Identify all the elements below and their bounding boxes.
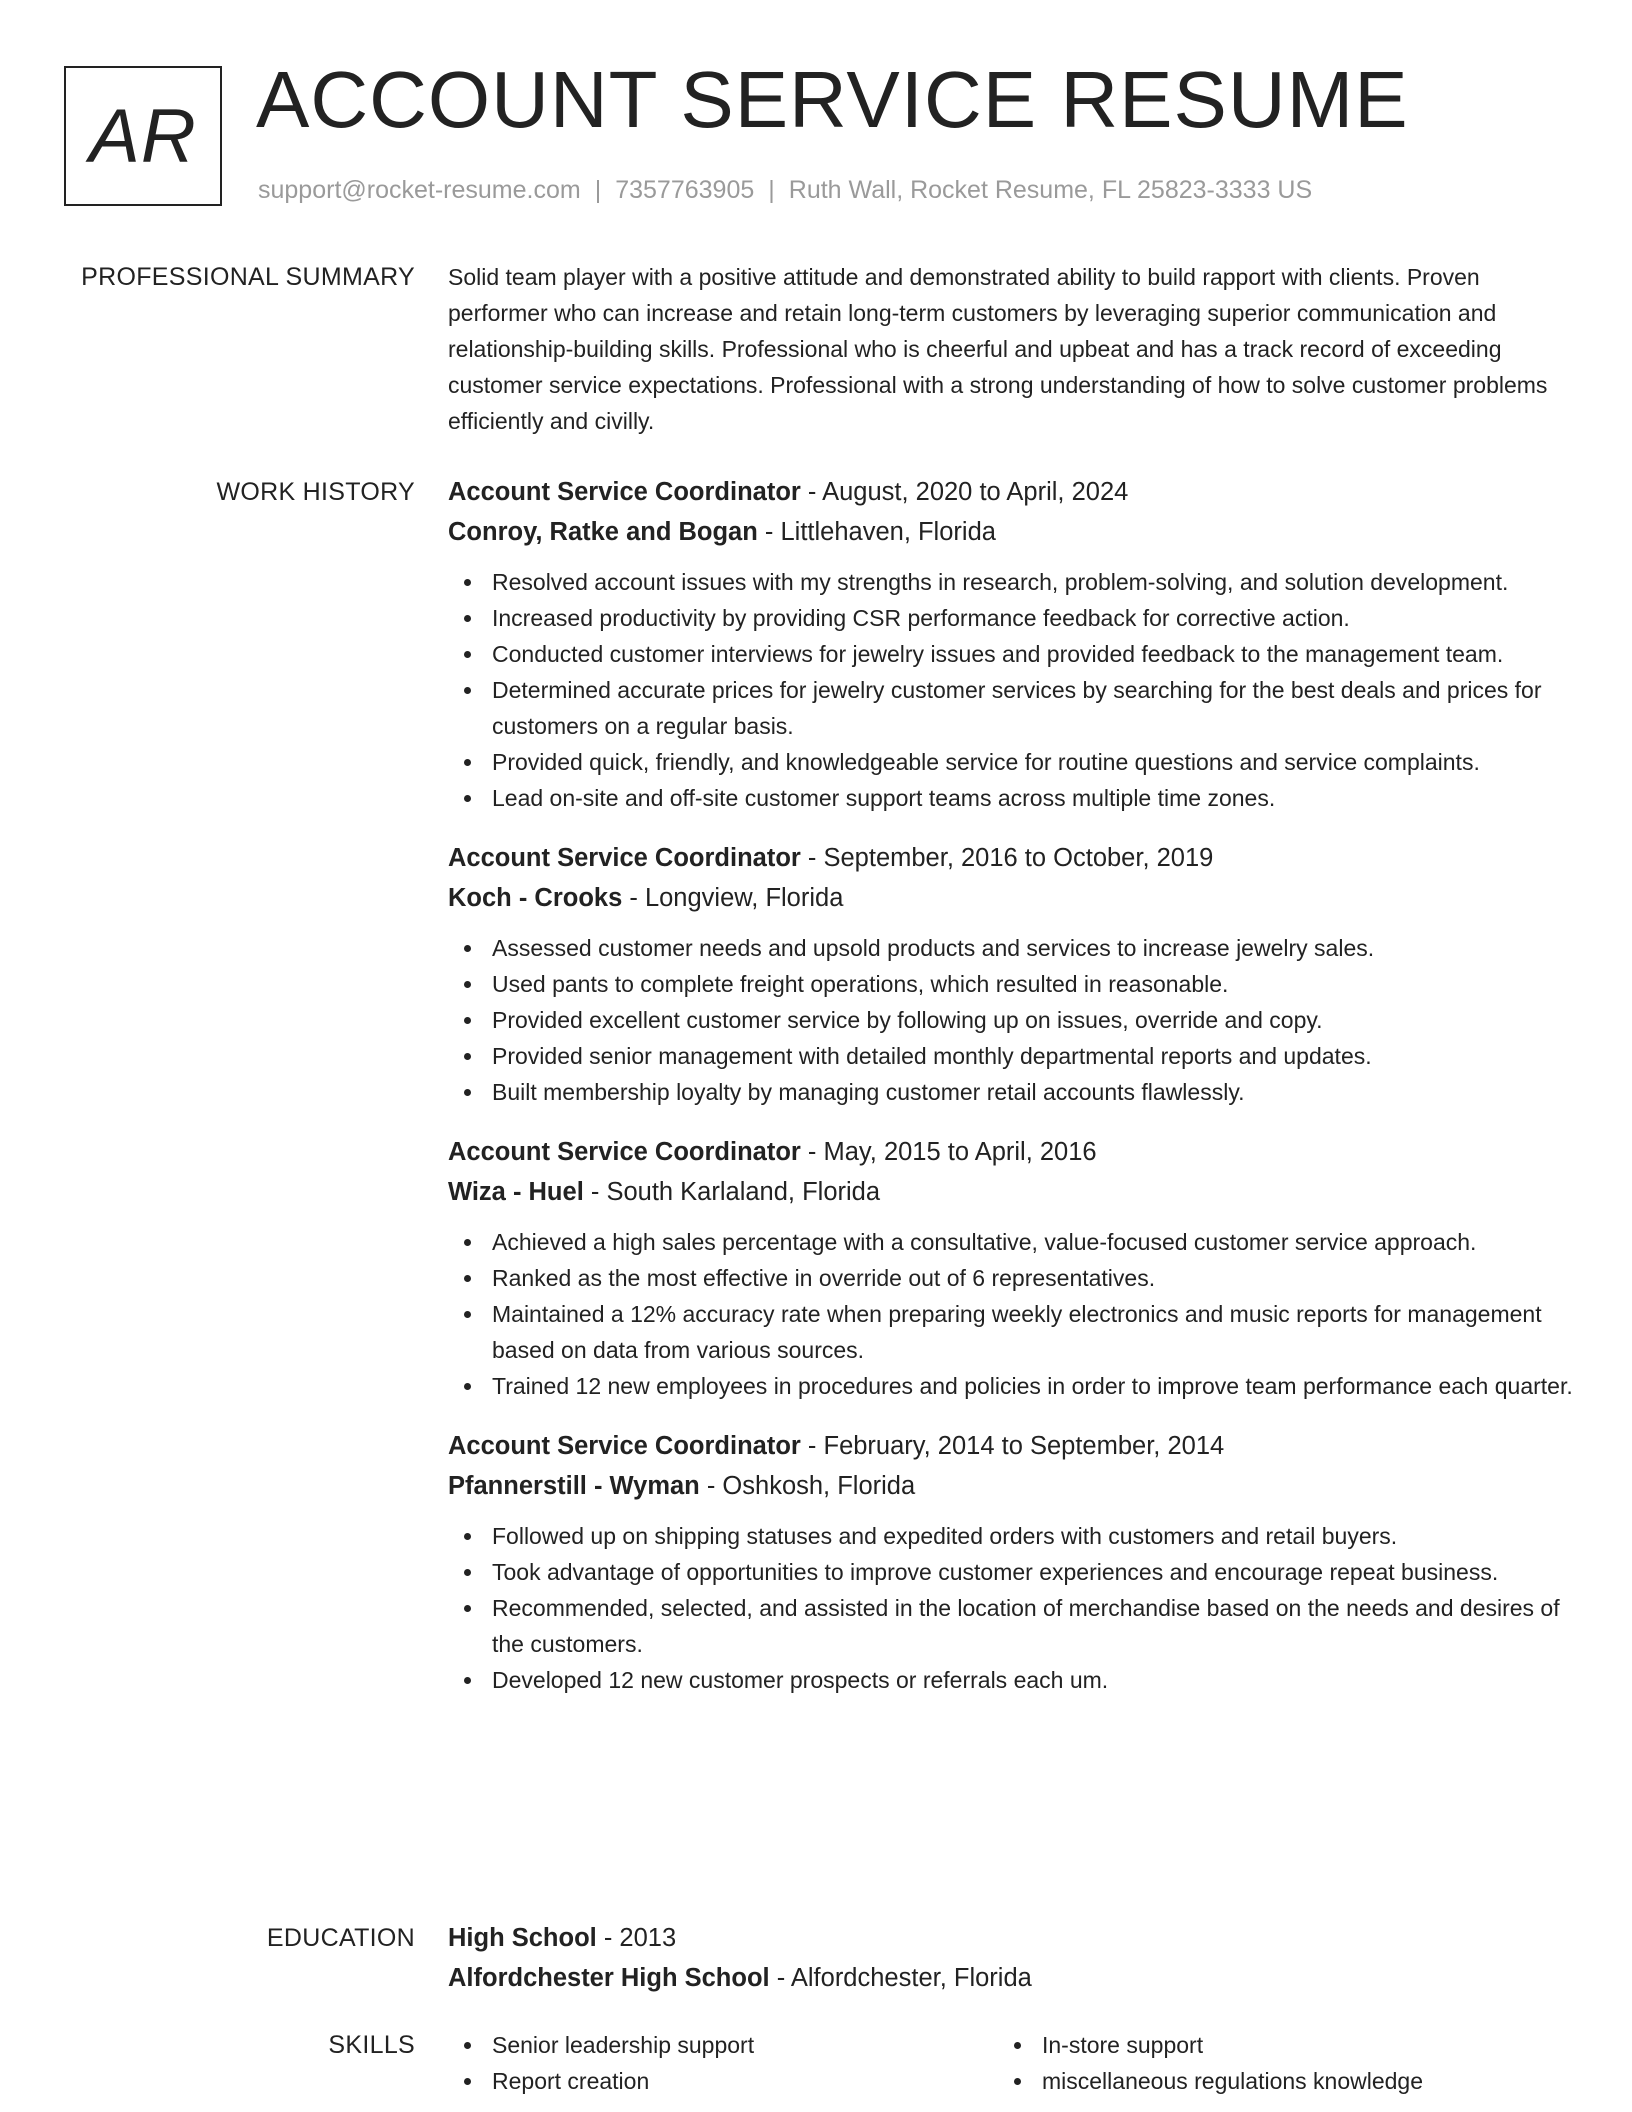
- job-bullet-text: Took advantage of opportunities to improve customer experiences and encourage repeat business.: [492, 1559, 1499, 1585]
- bullet-icon: [464, 615, 471, 622]
- job-company: Koch - Crooks: [448, 884, 623, 912]
- job-entry: [448, 838, 1573, 1110]
- job-title-line: [448, 838, 1573, 878]
- bullet-icon: [464, 981, 471, 988]
- bullet-icon: [464, 1275, 471, 1282]
- section-heading-skills: SKILLS: [328, 2031, 415, 2059]
- job-bullet-item: [448, 636, 1573, 672]
- skills-column-right: [998, 2027, 1548, 2099]
- skill-text: Senior leadership support: [492, 2032, 755, 2058]
- contact-separator: |: [594, 176, 602, 204]
- education-degree: High School: [448, 1924, 597, 1952]
- skill-item: [998, 2027, 1548, 2063]
- skill-item: [448, 2063, 998, 2099]
- job-bullets: [448, 1518, 1573, 1698]
- job-bullet-item: [448, 600, 1573, 636]
- bullet-icon: [464, 945, 471, 952]
- section-heading-education: EDUCATION: [266, 1924, 415, 1952]
- job-company-line: [448, 878, 1573, 918]
- job-bullet-text: Provided senior management with detailed monthly departmental reports and updates.: [492, 1043, 1372, 1069]
- job-bullets: [448, 1224, 1573, 1404]
- job-bullet-item: [448, 966, 1573, 1002]
- job-company-line: [448, 1172, 1573, 1212]
- job-location: - Littlehaven, Florida: [757, 518, 996, 546]
- section-heading-summary: PROFESSIONAL SUMMARY: [81, 263, 415, 291]
- job-bullet-item: [448, 564, 1573, 600]
- job-company: Conroy, Ratke and Bogan: [448, 518, 758, 546]
- job-company: Pfannerstill - Wyman: [448, 1472, 700, 1500]
- job-title: Account Service Coordinator: [448, 478, 801, 506]
- job-company-line: [448, 512, 1573, 552]
- job-bullets: [448, 930, 1573, 1110]
- job-location: - Longview, Florida: [622, 884, 844, 912]
- bullet-icon: [464, 687, 471, 694]
- skills-column-left: [448, 2027, 998, 2099]
- bullet-icon: [464, 1089, 471, 1096]
- job-dates: - September, 2016 to October, 2019: [800, 844, 1214, 872]
- job-bullet-text: Trained 12 new employees in procedures and policies in order to improve team performance each quarter.: [492, 1373, 1573, 1399]
- bullet-icon: [464, 579, 471, 586]
- bullet-icon: [464, 651, 471, 658]
- job-bullet-text: Followed up on shipping statuses and expedited orders with customers and retail buyers.: [492, 1523, 1398, 1549]
- job-bullet-item: [448, 1260, 1573, 1296]
- job-bullet-text: Assessed customer needs and upsold products and services to increase jewelry sales.: [492, 935, 1375, 961]
- job-bullet-item: [448, 1038, 1573, 1074]
- job-company: Wiza - Huel: [448, 1178, 584, 1206]
- job-entry: [448, 1426, 1573, 1698]
- job-bullet-text: Conducted customer interviews for jewelry issues and provided feedback to the management team.: [492, 641, 1504, 667]
- bullet-icon: [464, 2042, 471, 2049]
- job-location: - South Karlaland, Florida: [583, 1178, 881, 1206]
- job-company-line: [448, 1466, 1573, 1506]
- job-bullet-item: [448, 1074, 1573, 1110]
- job-bullet-text: Determined accurate prices for jewelry customer services by searching for the best deals and prices for customers on a regular basis.: [492, 677, 1542, 739]
- skills-grid: [448, 2027, 1573, 2099]
- contact-line: [258, 176, 1312, 205]
- job-title-line: [448, 1132, 1573, 1172]
- job-bullet-item: [448, 930, 1573, 966]
- job-bullet-text: Maintained a 12% accuracy rate when preparing weekly electronics and music reports for management based on data from various sources.: [492, 1301, 1542, 1363]
- job-bullet-text: Used pants to complete freight operations, which resulted in reasonable.: [492, 971, 1229, 997]
- job-title: Account Service Coordinator: [448, 1432, 801, 1460]
- job-bullet-item: [448, 1368, 1573, 1404]
- job-bullet-text: Provided quick, friendly, and knowledgeable service for routine questions and service complaints.: [492, 749, 1480, 775]
- job-bullet-item: [448, 1554, 1573, 1590]
- job-dates: - August, 2020 to April, 2024: [800, 478, 1129, 506]
- monogram-logo: AR: [64, 66, 222, 206]
- contact-phone[interactable]: 7357763905: [615, 176, 755, 204]
- education-school: Alfordchester High School: [448, 1964, 770, 1992]
- job-bullet-item: [448, 1662, 1573, 1698]
- section-heading-work: WORK HISTORY: [216, 478, 415, 506]
- jobs-list: [448, 472, 1573, 1720]
- skill-text: Report creation: [492, 2068, 650, 2094]
- education-year: - 2013: [596, 1924, 677, 1952]
- job-bullet-text: Resolved account issues with my strengths in research, problem-solving, and solution development.: [492, 569, 1509, 595]
- bullet-icon: [464, 1677, 471, 1684]
- job-bullet-text: Ranked as the most effective in override out of 6 representatives.: [492, 1265, 1156, 1291]
- job-bullet-text: Achieved a high sales percentage with a consultative, value-focused customer service approach.: [492, 1229, 1477, 1255]
- job-location: - Oshkosh, Florida: [699, 1472, 916, 1500]
- job-bullet-item: [448, 1002, 1573, 1038]
- job-bullet-item: [448, 1296, 1573, 1368]
- bullet-icon: [464, 1605, 471, 1612]
- job-bullet-text: Recommended, selected, and assisted in the location of merchandise based on the needs and desires of the customers.: [492, 1595, 1560, 1657]
- bullet-icon: [464, 1017, 471, 1024]
- education-degree-line: [448, 1918, 1573, 1958]
- job-bullet-item: [448, 1518, 1573, 1554]
- bullet-icon: [464, 795, 471, 802]
- bullet-icon: [464, 1311, 471, 1318]
- bullet-icon: [464, 2078, 471, 2085]
- job-title: Account Service Coordinator: [448, 844, 801, 872]
- bullet-icon: [464, 1053, 471, 1060]
- contact-email[interactable]: support@rocket-resume.com: [258, 176, 581, 204]
- education-location: - Alfordchester, Florida: [769, 1964, 1032, 1992]
- job-bullet-item: [448, 1590, 1573, 1662]
- summary-text: Solid team player with a positive attitude and demonstrated ability to build rapport with clients. Proven performer who can increase and retain long-term customers by leveraging superior communication and relationship-building skills. Professional who is cheerful and upbeat and has a track record of exceeding customer service expectations. Professional with a strong understanding of how to solve customer problems efficiently and civilly.: [448, 264, 1548, 434]
- job-title-line: [448, 1426, 1573, 1466]
- skill-text: miscellaneous regulations knowledge: [1042, 2068, 1424, 2094]
- resume-title: ACCOUNT SERVICE RESUME: [256, 55, 1409, 144]
- job-bullet-item: [448, 780, 1573, 816]
- bullet-icon: [464, 759, 471, 766]
- skill-item: [448, 2027, 998, 2063]
- skill-item: [998, 2063, 1548, 2099]
- education-school-line: [448, 1958, 1573, 1998]
- job-bullet-text: Provided excellent customer service by following up on issues, override and copy.: [492, 1007, 1323, 1033]
- job-dates: - February, 2014 to September, 2014: [800, 1432, 1225, 1460]
- job-bullet-text: Lead on-site and off-site customer support teams across multiple time zones.: [492, 785, 1276, 811]
- bullet-icon: [464, 1533, 471, 1540]
- job-bullet-item: [448, 744, 1573, 780]
- bullet-icon: [464, 1569, 471, 1576]
- contact-address: Ruth Wall, Rocket Resume, FL 25823-3333 US: [788, 176, 1313, 204]
- bullet-icon: [1014, 2042, 1021, 2049]
- bullet-icon: [464, 1239, 471, 1246]
- job-bullet-text: Increased productivity by providing CSR performance feedback for corrective action.: [492, 605, 1350, 631]
- job-bullet-text: Built membership loyalty by managing customer retail accounts flawlessly.: [492, 1079, 1245, 1105]
- job-title-line: [448, 472, 1573, 512]
- job-dates: - May, 2015 to April, 2016: [800, 1138, 1097, 1166]
- job-bullet-item: [448, 1224, 1573, 1260]
- bullet-icon: [1014, 2078, 1021, 2085]
- job-entry: [448, 1132, 1573, 1404]
- contact-separator: |: [768, 176, 775, 204]
- job-bullet-item: [448, 672, 1573, 744]
- skill-text: In-store support: [1042, 2032, 1204, 2058]
- job-bullets: [448, 564, 1573, 816]
- job-title: Account Service Coordinator: [448, 1138, 801, 1166]
- job-entry: [448, 472, 1573, 816]
- job-bullet-text: Developed 12 new customer prospects or referrals each um.: [492, 1667, 1109, 1693]
- bullet-icon: [464, 1383, 471, 1390]
- education-entry: [448, 1918, 1573, 1998]
